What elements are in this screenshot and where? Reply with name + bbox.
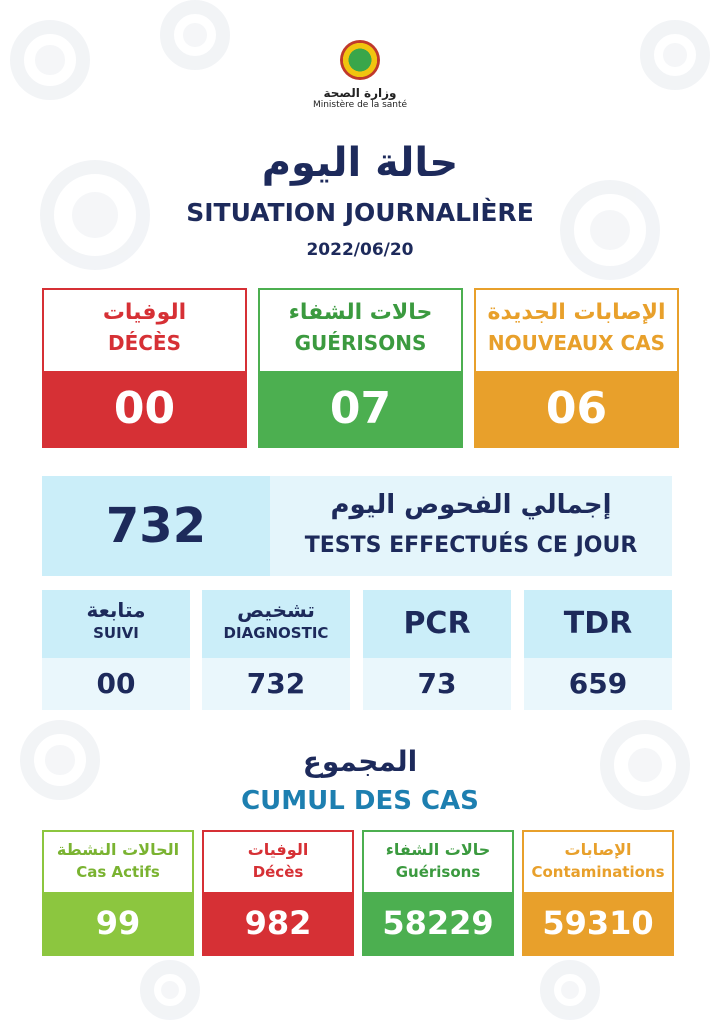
cumul-deces-label-ar: الوفيات: [247, 840, 309, 859]
tests-suivi-label-fr: SUIVI: [93, 624, 139, 642]
daily-guerisons-label-ar: حالات الشفاء: [288, 300, 433, 325]
ministry-header: [300, 40, 420, 110]
tests-total-value: 732: [42, 476, 270, 576]
tests-diagnostic-value: 732: [202, 658, 350, 710]
tests-suivi-label-ar: متابعة: [86, 598, 146, 622]
tests-diagnostic-label-ar: تشخيص: [237, 598, 315, 622]
cumul-contaminations-card: [522, 830, 674, 956]
tests-diagnostic-label-fr: DIAGNOSTIC: [223, 624, 329, 642]
virus-background-icon: [10, 20, 90, 100]
cumul-deces-card: [202, 830, 354, 956]
virus-background-icon: [140, 960, 200, 1020]
cumul-guerisons-label-ar: حالات الشفاء: [385, 840, 491, 859]
tests-pcr-label: PCR: [403, 606, 471, 641]
daily-guerisons-card: [258, 288, 463, 448]
cumul-actifs-label-fr: Cas Actifs: [76, 863, 160, 881]
virus-background-icon: [540, 960, 600, 1020]
virus-background-icon: [640, 20, 710, 90]
tests-tdr-label: TDR: [563, 606, 633, 641]
virus-background-icon: [560, 180, 660, 280]
daily-nouveaux-label-ar: الإصابات الجديدة: [487, 300, 666, 325]
daily-nouveaux-value: 06: [476, 371, 677, 446]
cumul-title-ar: المجموع: [302, 745, 418, 778]
cumul-actifs-value: 99: [44, 892, 192, 954]
tests-suivi-value: 00: [42, 658, 190, 710]
cumul-contaminations-value: 59310: [524, 892, 672, 954]
tests-pcr-card: [363, 590, 511, 710]
daily-guerisons-label-fr: GUÉRISONS: [294, 331, 427, 355]
daily-guerisons-value: 07: [260, 371, 461, 446]
daily-deces-value: 00: [44, 371, 245, 446]
cumul-title-fr: CUMUL DES CAS: [241, 786, 479, 816]
tests-label-fr: TESTS EFFECTUÉS CE JOUR: [304, 533, 638, 558]
tests-suivi-card: [42, 590, 190, 710]
daily-nouveaux-card: [474, 288, 679, 448]
cumul-actifs-label-ar: الحالات النشطة: [56, 840, 180, 859]
cumul-deces-value: 982: [204, 892, 352, 954]
cumul-actifs-card: [42, 830, 194, 956]
ministry-seal-icon: [340, 40, 380, 80]
tests-tdr-card: [524, 590, 672, 710]
ministry-name-ar: وزارة الصحة: [323, 86, 397, 100]
virus-background-icon: [160, 0, 230, 70]
tests-diagnostic-card: [202, 590, 350, 710]
ministry-name-fr: Ministère de la santé: [312, 100, 408, 110]
cumul-deces-label-fr: Décès: [252, 863, 304, 881]
cumul-contaminations-label-fr: Contaminations: [531, 863, 665, 881]
daily-deces-card: [42, 288, 247, 448]
report-date: 2022/06/20: [306, 240, 414, 260]
cumul-guerisons-card: [362, 830, 514, 956]
daily-deces-label-fr: DÉCÈS: [107, 331, 181, 355]
tests-pcr-value: 73: [363, 658, 511, 710]
cumul-contaminations-label-ar: الإصابات: [564, 840, 632, 859]
daily-deces-label-ar: الوفيات: [102, 300, 187, 325]
page-title-ar: حالة اليوم: [261, 140, 459, 186]
tests-label-ar: إجمالي الفحوص اليوم: [330, 490, 612, 520]
cumul-guerisons-value: 58229: [364, 892, 512, 954]
cumul-guerisons-label-fr: Guérisons: [395, 863, 481, 881]
daily-nouveaux-label-fr: NOUVEAUX CAS: [487, 331, 666, 355]
page-title-fr: SITUATION JOURNALIÈRE: [186, 198, 534, 227]
tests-tdr-value: 659: [524, 658, 672, 710]
